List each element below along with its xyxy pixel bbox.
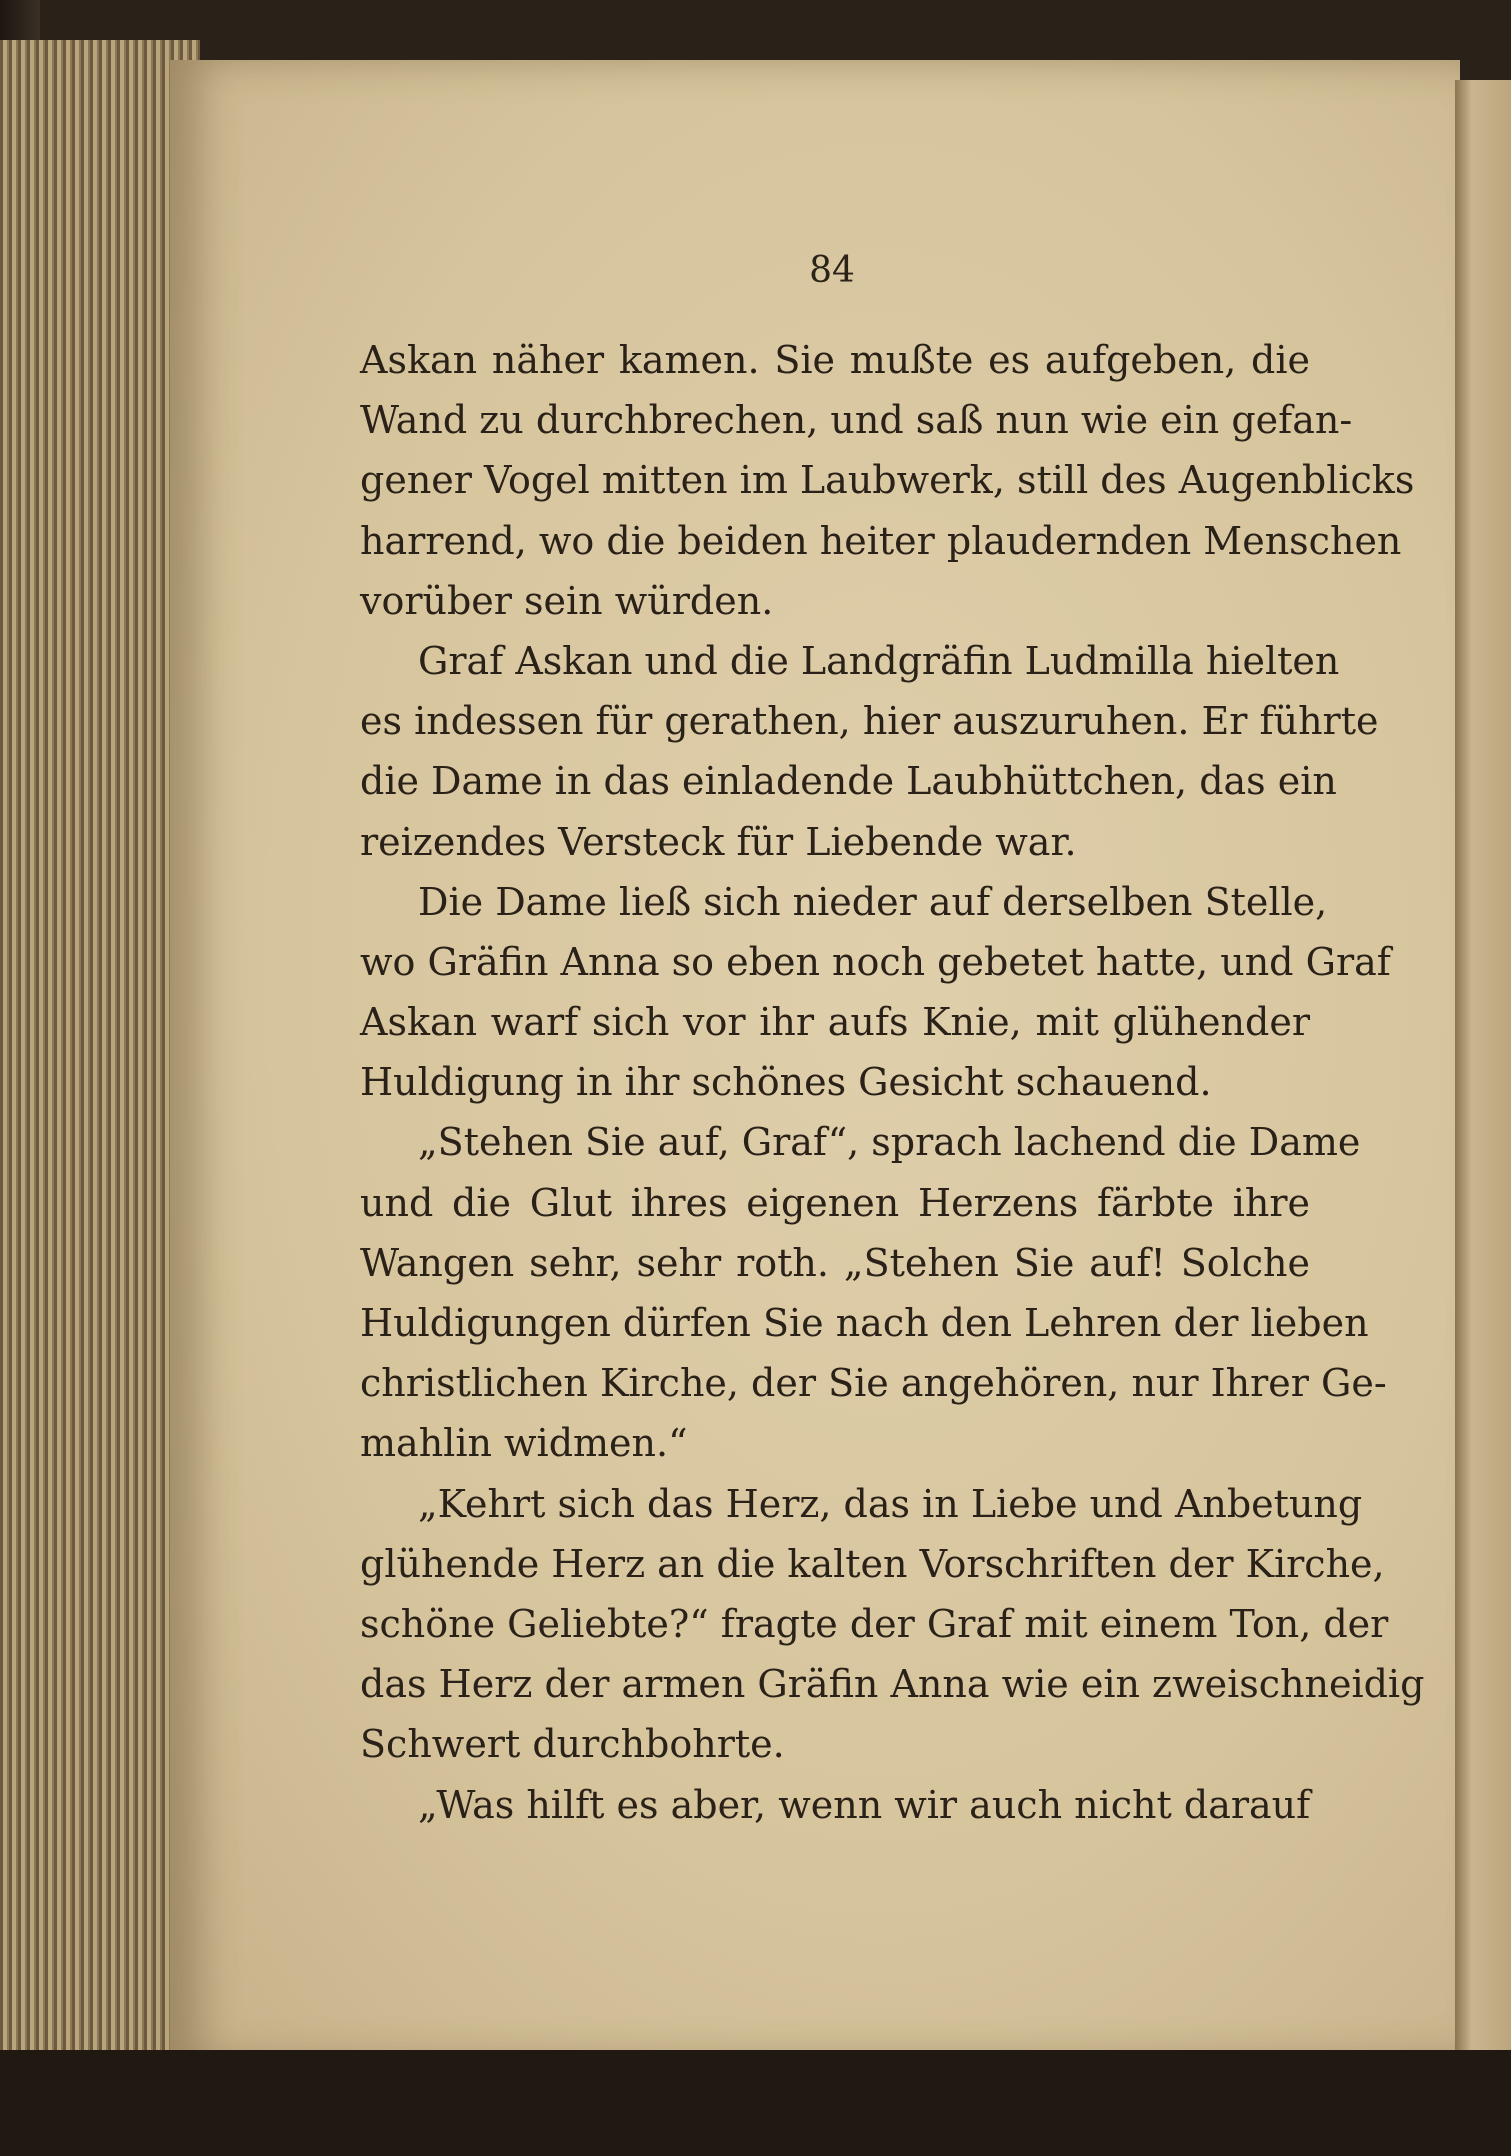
- text-line: die Dame in das einladende Laubhüttchen, das ein: [360, 759, 1337, 804]
- text-line: Huldigungen dürfen Sie nach den Lehren der lieben: [360, 1301, 1369, 1345]
- text-line: und die Glut ihres eigenen Herzens färbte ihre: [360, 1180, 1310, 1225]
- text-line: mahlin widmen.“: [360, 1421, 688, 1466]
- text-line: wo Gräfin Anna so eben noch gebetet hatte, und Graf: [360, 939, 1391, 984]
- text-line: harrend, wo die beiden heiter plaudernden Menschen: [360, 518, 1402, 563]
- text-line: vorüber sein würden.: [360, 578, 774, 623]
- text-line: glühende Herz an die kalten Vorschriften der Kirche,: [360, 1541, 1385, 1586]
- text-line: gener Vogel mitten im Laubwerk, still des Augenblicks: [360, 458, 1415, 503]
- text-line: Askan näher kamen. Sie mußte es aufgeben, die: [360, 338, 1310, 382]
- text-line: das Herz der armen Gräfin Anna wie ein zweischneidig: [360, 1662, 1425, 1707]
- scan-background: [0, 2050, 1511, 2156]
- text-line: reizendes Versteck für Liebende war.: [360, 819, 1077, 864]
- text-line: „Stehen Sie auf, Graf“, sprach lachend die Dame: [418, 1120, 1361, 1165]
- body-text: [360, 330, 1425, 1835]
- text-line: Askan warf sich vor ihr aufs Knie, mit glühender: [360, 1000, 1310, 1045]
- text-line: Wand zu durchbrechen, und saß nun wie ein gefan-: [360, 398, 1353, 443]
- text-line: Die Dame ließ sich nieder auf derselben Stelle,: [418, 879, 1328, 924]
- text-line: Huldigung in ihr schönes Gesicht schauend.: [360, 1060, 1212, 1105]
- text-line: christlichen Kirche, der Sie angehören, nur Ihrer Ge-: [360, 1361, 1387, 1406]
- page-number: 84: [809, 250, 855, 291]
- facing-page-edge: [1455, 80, 1511, 2060]
- text-line: Wangen sehr, sehr roth. „Stehen Sie auf! Solche: [360, 1240, 1310, 1285]
- text-line: „Kehrt sich das Herz, das in Liebe und Anbetung: [418, 1481, 1363, 1526]
- text-line: Schwert durchbohrte.: [360, 1722, 785, 1767]
- text-line: es indessen für gerathen, hier auszuruhen. Er führte: [360, 699, 1379, 744]
- text-line: „Was hilft es aber, wenn wir auch nicht darauf: [418, 1782, 1311, 1827]
- text-line: schöne Geliebte?“ fragte der Graf mit einem Ton, der: [360, 1601, 1389, 1646]
- text-line: Graf Askan und die Landgräfin Ludmilla hielten: [418, 638, 1340, 683]
